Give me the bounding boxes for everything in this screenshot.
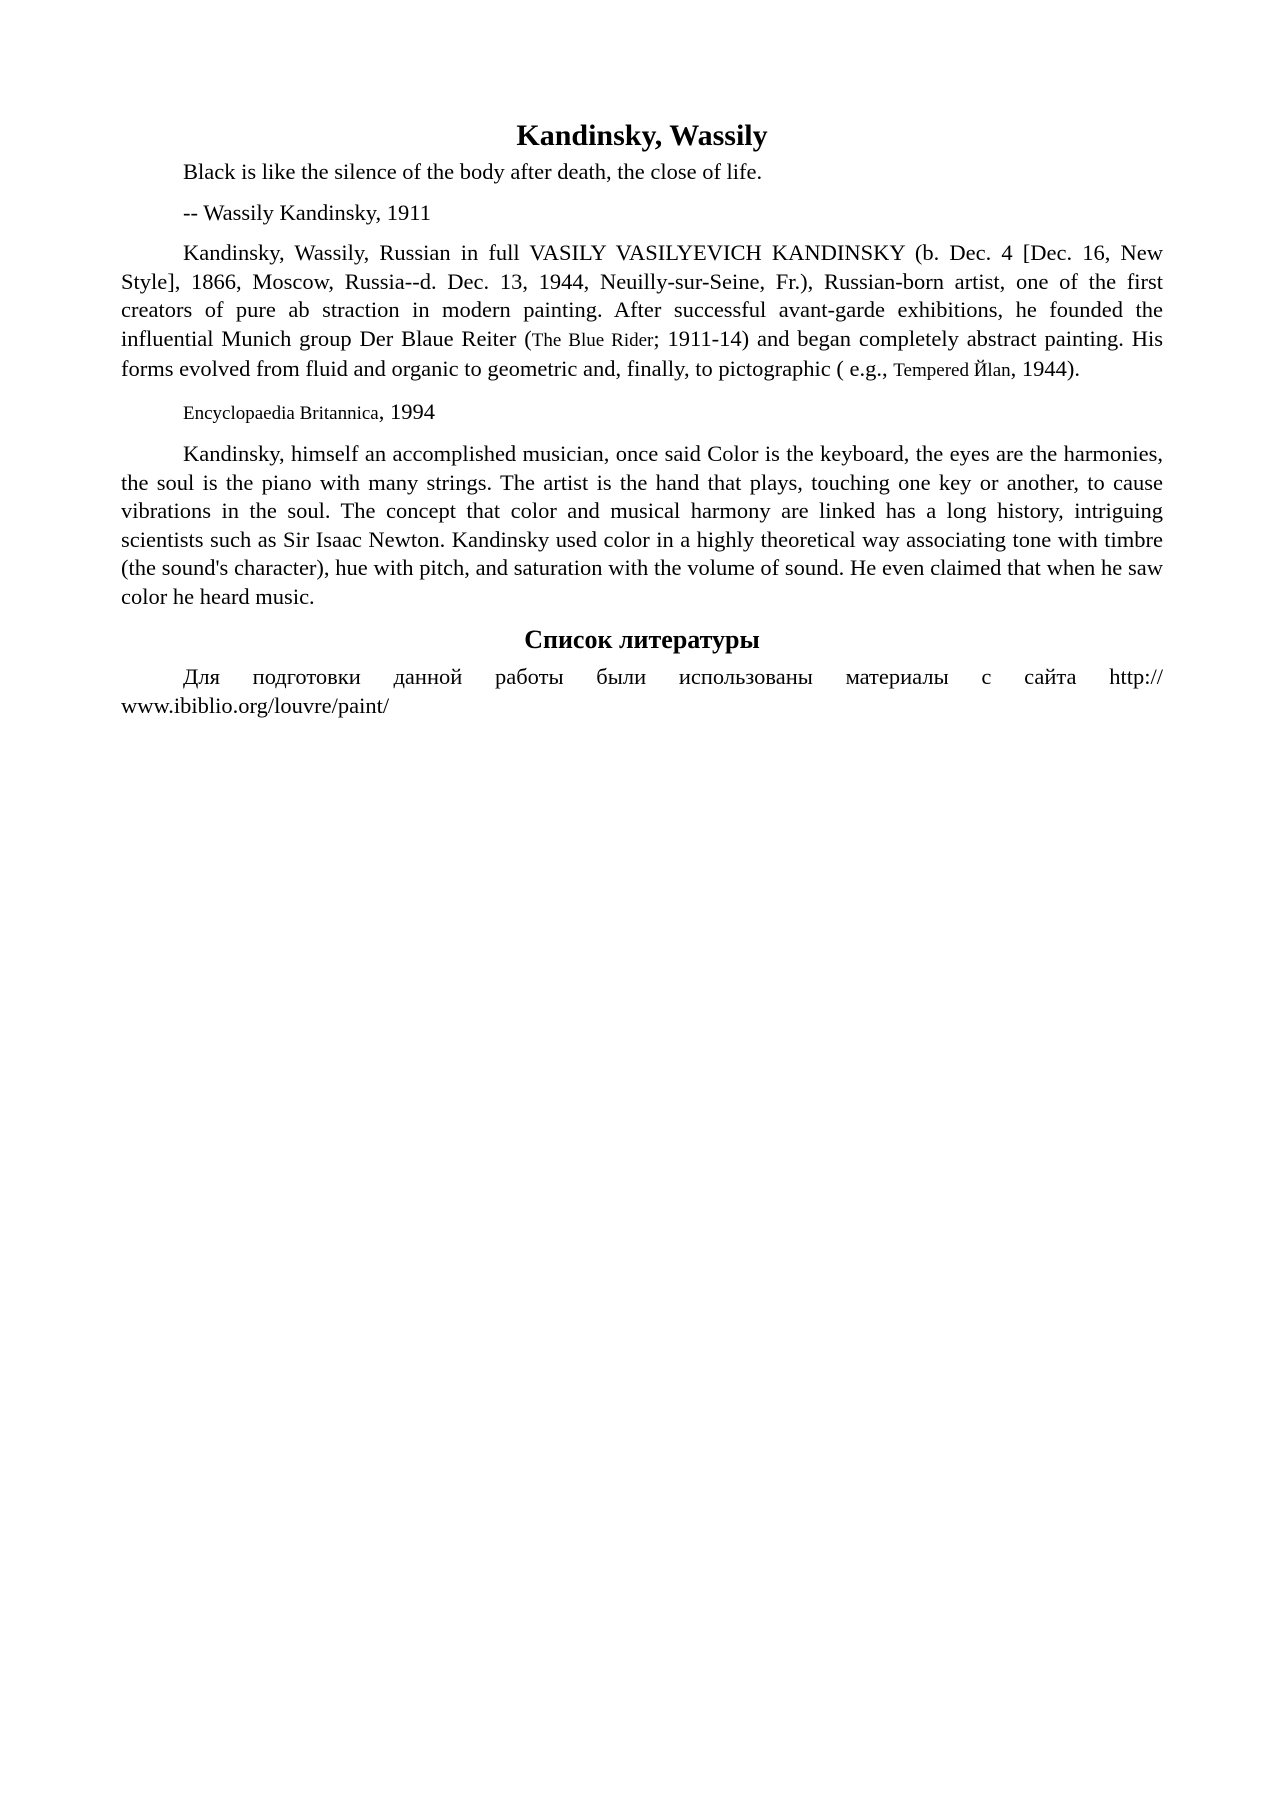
references-heading: Список литературы [524, 625, 760, 654]
music-paragraph: Kandinsky, himself an accomplished musician, once said Color is the keyboard, the eyes are the harmonies, the soul is the piano with many strings. The artist is the hand that plays, touching one key or another, to cause vibrations in the soul. The concept that color and musical harmony are linked has a long history, intriguing scientists such as Sir Isaac Newton. Kandinsky used color in a highly theoretical way associating tone with timbre (the sound's character), hue with pitch, and saturation with the volume of sound. He even claimed that when he saw color he heard music. [121, 441, 1163, 609]
source-name: Encyclopaedia Britannica [183, 402, 379, 424]
biography-text-middle: ; 1911-14) and began completely abstract painting. His forms evolved from fluid and organic to geometric and, finally, to pictographic ( e.g., [121, 325, 1163, 381]
tempered-elan-title: Tempered Йlan [893, 360, 1011, 381]
source-citation [121, 398, 1163, 429]
biography-text-end: , 1944). [1010, 356, 1081, 381]
source-year: , 1994 [378, 398, 435, 424]
biography-text-start: Kandinsky, Wassily, Russian in full VASILY VASILYEVICH KANDINSKY (b. Dec. 4 [Dec. 16, New Style], 1866, Moscow, Russia--d. Dec. 13, 1944, Neuilly-sur-Seine, Fr.), Russian-born artist, one of the first creators of pure ab straction in modern painting. After successful avant-garde exhibitions, he founded the influential Munich group Der Blaue Reiter ( [121, 240, 1163, 351]
quote-attribution: -- Wassily Kandinsky, 1911 [183, 199, 431, 225]
page-title: Kandinsky, Wassily [516, 119, 768, 152]
document-page [121, 118, 1163, 732]
biography-paragraph [121, 239, 1163, 386]
quote-paragraph: Black is like the silence of the body after death, the close of life. [183, 159, 763, 184]
references-paragraph: Для подготовки данной работы были использованы материалы с сайта http:// www.ibiblio.org/louvre/paint/ [121, 664, 1163, 718]
blue-rider-translation: The Blue Rider [531, 329, 654, 351]
